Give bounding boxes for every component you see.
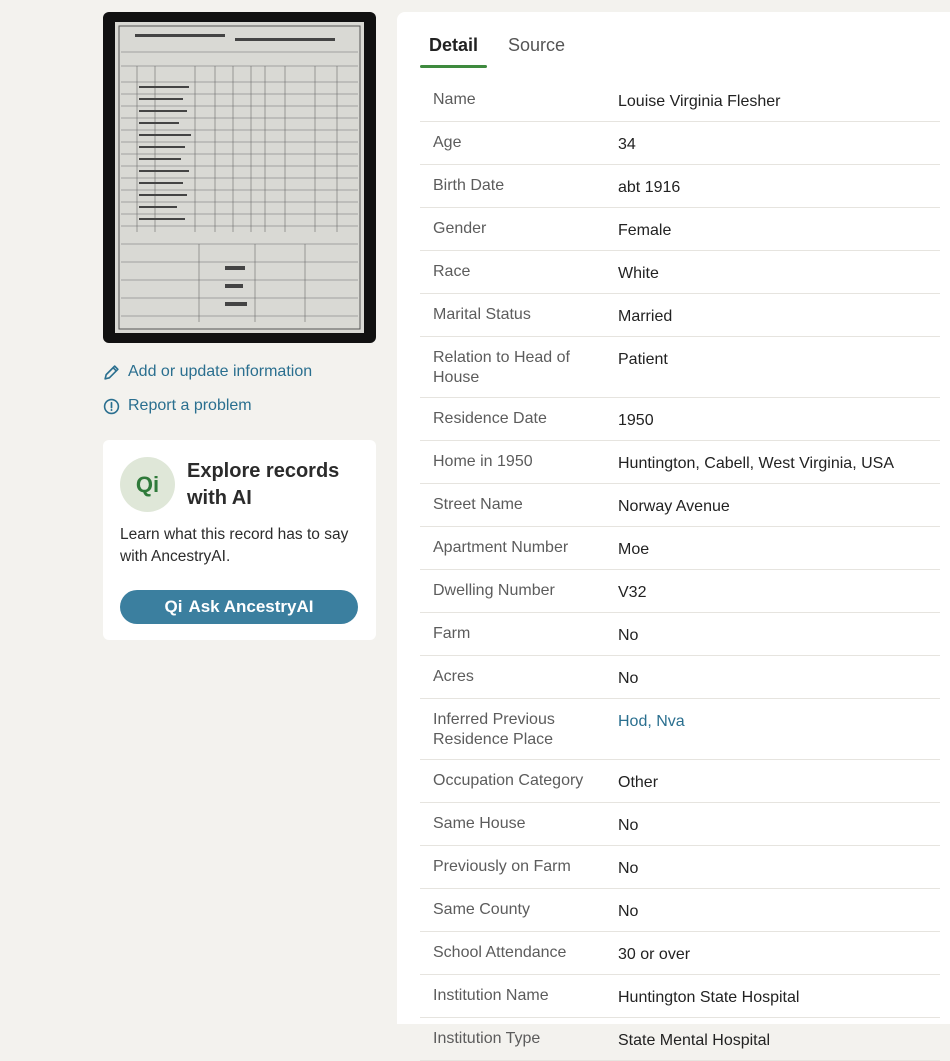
report-problem-label: Report a problem bbox=[128, 397, 252, 414]
detail-value: 1950 bbox=[618, 412, 654, 429]
detail-label: Institution Type bbox=[433, 1030, 541, 1047]
detail-label: Occupation Category bbox=[433, 772, 584, 789]
detail-row bbox=[420, 208, 940, 251]
ask-ancestryai-label: Ask AncestryAI bbox=[188, 597, 314, 616]
alert-circle-icon bbox=[103, 398, 120, 415]
detail-label: Institution Name bbox=[433, 987, 549, 1004]
detail-value: V32 bbox=[618, 584, 647, 601]
detail-label: Same County bbox=[433, 901, 530, 918]
detail-label: Previously on Farm bbox=[433, 858, 571, 875]
detail-row bbox=[420, 570, 940, 613]
detail-value: State Mental Hospital bbox=[618, 1032, 771, 1049]
detail-row bbox=[420, 398, 940, 441]
detail-label: Apartment Number bbox=[433, 539, 569, 556]
detail-row bbox=[420, 846, 940, 889]
detail-label: Race bbox=[433, 263, 471, 280]
detail-value: abt 1916 bbox=[618, 179, 681, 196]
detail-row bbox=[420, 975, 940, 1018]
explore-ai-card bbox=[103, 440, 376, 640]
add-update-info-label: Add or update information bbox=[128, 363, 313, 380]
detail-value: No bbox=[618, 627, 639, 644]
detail-row bbox=[420, 932, 940, 975]
detail-value: Patient bbox=[618, 351, 668, 368]
detail-label: Marital Status bbox=[433, 306, 531, 323]
detail-value: 30 or over bbox=[618, 946, 691, 963]
detail-row bbox=[420, 656, 940, 699]
detail-row bbox=[420, 79, 940, 122]
detail-value: No bbox=[618, 817, 639, 834]
detail-value: No bbox=[618, 670, 639, 687]
detail-label: Age bbox=[433, 134, 462, 151]
record-detail-panel bbox=[397, 12, 950, 1049]
detail-row bbox=[420, 484, 940, 527]
detail-value: Married bbox=[618, 308, 673, 325]
detail-row bbox=[420, 294, 940, 337]
detail-label: Inferred Previous Residence Place bbox=[433, 711, 555, 748]
detail-value-link[interactable]: Hod, Nva bbox=[618, 713, 685, 730]
detail-label: Home in 1950 bbox=[433, 453, 533, 470]
detail-row bbox=[420, 613, 940, 656]
ancestry-ai-logo-icon: Qi bbox=[120, 457, 175, 512]
detail-value: Norway Avenue bbox=[618, 498, 730, 515]
detail-label: Acres bbox=[433, 668, 474, 685]
detail-label: Street Name bbox=[433, 496, 523, 513]
ai-card-title: Explore records with AI bbox=[187, 459, 340, 509]
detail-row bbox=[420, 122, 940, 165]
detail-row bbox=[420, 337, 940, 398]
detail-row bbox=[420, 527, 940, 570]
detail-value: Moe bbox=[618, 541, 650, 558]
left-column bbox=[103, 12, 376, 640]
report-problem-link[interactable] bbox=[103, 389, 376, 423]
detail-value: Huntington State Hospital bbox=[618, 989, 800, 1006]
detail-row bbox=[420, 1018, 940, 1061]
detail-label: Relation to Head of House bbox=[433, 349, 570, 386]
detail-label: Same House bbox=[433, 815, 526, 832]
census-document-image bbox=[115, 22, 364, 333]
detail-row bbox=[420, 889, 940, 932]
detail-value: No bbox=[618, 860, 639, 877]
tab-source[interactable]: Source bbox=[508, 35, 566, 55]
detail-value: Female bbox=[618, 222, 672, 239]
detail-label: Farm bbox=[433, 625, 471, 642]
ancestry-ai-icon: Qi bbox=[164, 597, 183, 616]
ask-ancestryai-button[interactable] bbox=[120, 590, 358, 624]
add-update-info-link[interactable] bbox=[103, 355, 376, 389]
detail-value: No bbox=[618, 903, 639, 920]
detail-value: Other bbox=[618, 774, 659, 791]
pencil-icon bbox=[103, 364, 120, 381]
detail-value: Louise Virginia Flesher bbox=[618, 93, 781, 110]
detail-row bbox=[420, 165, 940, 208]
detail-value: White bbox=[618, 265, 659, 282]
detail-label: Name bbox=[433, 91, 476, 108]
detail-label: Gender bbox=[433, 220, 487, 237]
ai-card-description: Learn what this record has to say with AncestryAI. bbox=[120, 526, 349, 565]
detail-row bbox=[420, 803, 940, 846]
detail-list bbox=[420, 79, 940, 1061]
detail-row bbox=[420, 699, 940, 760]
detail-value: Huntington, Cabell, West Virginia, USA bbox=[618, 455, 894, 472]
tab-detail[interactable]: Detail bbox=[420, 35, 487, 68]
detail-label: Dwelling Number bbox=[433, 582, 555, 599]
detail-label: Birth Date bbox=[433, 177, 505, 194]
detail-row bbox=[420, 760, 940, 803]
detail-row bbox=[420, 441, 940, 484]
tab-bar bbox=[420, 12, 940, 68]
detail-value: 34 bbox=[618, 136, 636, 153]
census-record-image[interactable] bbox=[103, 12, 376, 343]
detail-label: Residence Date bbox=[433, 410, 547, 427]
detail-row bbox=[420, 251, 940, 294]
detail-label: School Attendance bbox=[433, 944, 567, 961]
